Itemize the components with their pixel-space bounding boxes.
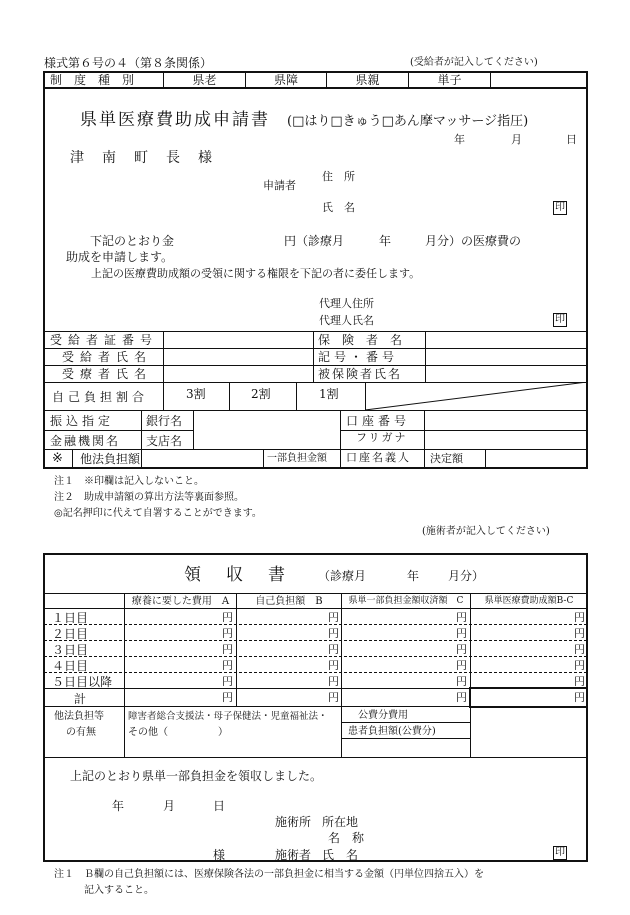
copay-option[interactable]: 1割 bbox=[319, 387, 339, 401]
symbol-number-label: 記号・番号 bbox=[318, 350, 399, 364]
column-header: 県単一部負担金額収済額 C bbox=[348, 596, 464, 606]
note-line: 注２ 助成申請額の算出方法等裏面参照。 bbox=[54, 492, 244, 503]
name-label: 氏 名 bbox=[322, 201, 355, 214]
receipt-date-month: 月 bbox=[163, 799, 176, 813]
yen-unit: 円 bbox=[328, 691, 339, 704]
applicant-label: 申請者 bbox=[263, 179, 296, 192]
location-label: 所在地 bbox=[322, 815, 359, 829]
category-option[interactable]: 県障 bbox=[273, 73, 298, 87]
row-label: 計 bbox=[74, 692, 87, 706]
note-line: ◎記名押印に代えて自署することができます。 bbox=[54, 508, 262, 519]
yen-unit: 円 bbox=[222, 691, 233, 704]
insured-name-label: 被保険者氏名 bbox=[318, 367, 403, 381]
account-number-label: 口座番号 bbox=[346, 414, 411, 428]
law-text: その他（ ） bbox=[128, 727, 228, 738]
copay-diagonal bbox=[365, 382, 587, 410]
body-text: 上記の医療費助成額の受領に関する権限を下記の者に委任します。 bbox=[91, 267, 421, 280]
other-law-label: 他法負担等 bbox=[54, 711, 104, 722]
agent-name-label: 代理人氏名 bbox=[319, 314, 374, 327]
public-fee-label: 公費分費用 bbox=[358, 710, 408, 721]
sama-label: 様 bbox=[213, 848, 226, 862]
yen-unit: 円 bbox=[456, 643, 467, 656]
receipt-date-day: 日 bbox=[213, 799, 226, 813]
yen-unit: 円 bbox=[456, 675, 467, 688]
form-id: 様式第６号の４（第８条関係） bbox=[44, 56, 213, 70]
recipient-id-label: 受給者証番号 bbox=[50, 333, 159, 347]
yen-unit: 円 bbox=[456, 691, 467, 704]
note-applicant: (受給者が記入してください) bbox=[410, 57, 538, 68]
note-provider: (施術者が記入してください) bbox=[422, 526, 550, 537]
yen-unit: 円 bbox=[574, 691, 585, 704]
patient-name-label: 受療者氏名 bbox=[62, 367, 153, 381]
yen-unit: 円 bbox=[328, 675, 339, 688]
column-header: 県単医療費助成額B-C bbox=[484, 596, 574, 606]
yen-unit: 円 bbox=[222, 611, 233, 624]
yen-unit: 円 bbox=[574, 659, 585, 672]
date-year: 年 bbox=[454, 133, 465, 146]
law-text: 障害者総合支援法・母子保健法・児童福祉法・ bbox=[128, 711, 328, 722]
agent-seal-stamp[interactable]: 印 bbox=[555, 314, 565, 325]
account-holder-label: 口座名義人 bbox=[346, 451, 411, 464]
body-text: 月分）の医療費の bbox=[425, 234, 522, 248]
receipt-period: 月分） bbox=[448, 569, 485, 583]
practitioner-label: 施術者 bbox=[275, 848, 312, 862]
yen-unit: 円 bbox=[328, 627, 339, 640]
category-option[interactable]: 単子 bbox=[437, 73, 462, 87]
yen-unit: 円 bbox=[222, 643, 233, 656]
row-label: ３日目 bbox=[52, 643, 89, 657]
yen-unit: 円 bbox=[456, 627, 467, 640]
row-label: １日目 bbox=[52, 611, 89, 625]
body-text: 円（診療月 bbox=[284, 234, 345, 248]
row-label: ５日目以降 bbox=[52, 675, 113, 689]
address-label: 住 所 bbox=[322, 170, 355, 183]
recipient-name-label: 受給者氏名 bbox=[62, 350, 153, 364]
yen-unit: 円 bbox=[222, 675, 233, 688]
yen-unit: 円 bbox=[574, 675, 585, 688]
furigana-label: フリガナ bbox=[356, 431, 408, 444]
note-line: 注１ ※印欄は記入しないこと。 bbox=[54, 476, 204, 487]
category-option[interactable]: 県老 bbox=[192, 73, 217, 87]
yen-unit: 円 bbox=[574, 643, 585, 656]
decided-amount-label: 決定額 bbox=[430, 452, 463, 465]
other-law-label: の有無 bbox=[66, 727, 96, 738]
other-burden-label: 他法負担額 bbox=[80, 452, 141, 466]
yen-unit: 円 bbox=[328, 659, 339, 672]
yen-unit: 円 bbox=[574, 627, 585, 640]
bank-name-label: 銀行名 bbox=[146, 414, 183, 428]
yen-unit: 円 bbox=[222, 659, 233, 672]
receipt-date-year: 年 bbox=[112, 799, 125, 813]
insurer-label: 保 険 者 名 bbox=[318, 333, 403, 347]
yen-unit: 円 bbox=[328, 611, 339, 624]
column-header: 自己負担額 B bbox=[255, 596, 323, 607]
application-subtitle: (□はり□きゅう□あん摩マッサージ指圧) bbox=[287, 114, 529, 129]
facility-name-label: 名 称 bbox=[328, 831, 365, 845]
body-text: 助成を申請します。 bbox=[66, 250, 174, 264]
body-text: 年 bbox=[379, 234, 392, 248]
yen-unit: 円 bbox=[574, 611, 585, 624]
row-label: ４日目 bbox=[52, 659, 89, 673]
yen-unit: 円 bbox=[328, 643, 339, 656]
receipt-title: 領 収 書 bbox=[184, 565, 289, 585]
body-text: 下記のとおり金 bbox=[90, 234, 175, 248]
column-header: 療養に要した費用 A bbox=[131, 596, 230, 607]
receipt-period: 年 bbox=[407, 569, 420, 583]
category-option[interactable]: 県親 bbox=[355, 73, 380, 87]
agent-address-label: 代理人住所 bbox=[319, 297, 374, 310]
receipt-period: （診療月 bbox=[318, 569, 367, 583]
partial-burden-label: 一部負担金額 bbox=[267, 453, 327, 464]
patient-public-label: 患者負担額(公費分) bbox=[348, 726, 436, 737]
yen-unit: 円 bbox=[456, 611, 467, 624]
row-label: ２日目 bbox=[52, 627, 89, 641]
copay-label: 自己負担割合 bbox=[52, 390, 149, 404]
note-line: 注１ Ｂ欄の自己負担額には、医療保険各法の一部負担金に相当する金額（円単位四捨五入）を bbox=[54, 869, 484, 880]
received-text: 上記のとおり県単一部負担金を領収しました。 bbox=[70, 769, 323, 783]
application-title: 県単医療費助成申請書 bbox=[80, 110, 270, 130]
copay-option[interactable]: 2割 bbox=[251, 387, 271, 401]
date-month: 月 bbox=[511, 133, 522, 146]
practitioner-seal-stamp[interactable]: 印 bbox=[555, 847, 565, 858]
facility-label: 施術所 bbox=[275, 815, 312, 829]
bank-label: 金融機関名 bbox=[50, 434, 121, 448]
asterisk-mark: ※ bbox=[52, 451, 63, 466]
note-line: 記入すること。 bbox=[84, 885, 154, 896]
yen-unit: 円 bbox=[222, 627, 233, 640]
seal-stamp[interactable]: 印 bbox=[555, 202, 565, 213]
addressee: 津 南 町 長 様 bbox=[70, 150, 214, 166]
category-label: 制 度 種 別 bbox=[50, 73, 135, 87]
yen-unit: 円 bbox=[456, 659, 467, 672]
transfer-label: 振込指定 bbox=[50, 414, 115, 428]
date-day: 日 bbox=[566, 133, 577, 146]
branch-name-label: 支店名 bbox=[146, 434, 183, 448]
copay-option[interactable]: 3割 bbox=[186, 387, 206, 401]
practitioner-name-label: 氏 名 bbox=[322, 848, 359, 862]
